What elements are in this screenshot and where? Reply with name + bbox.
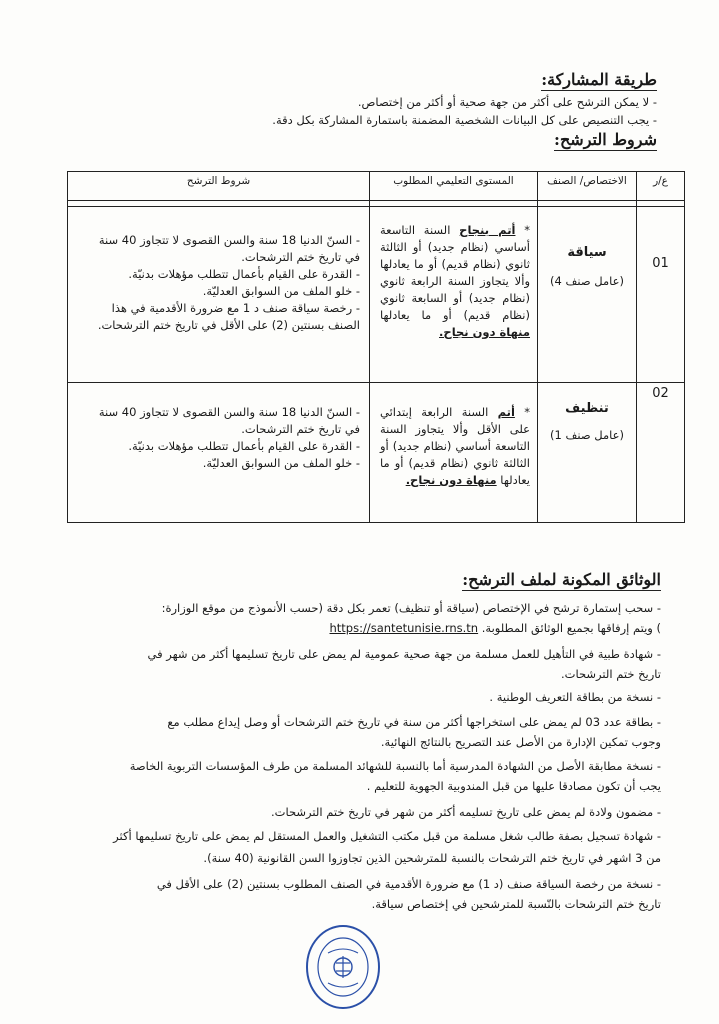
ministry-link[interactable]: https://santetunisie.rns.tn xyxy=(329,621,479,635)
row2-cond-2: في تاريخ ختم الترشحات. xyxy=(241,422,360,436)
row1-cond-1: - السنّ الدنيا 18 سنة والسن القصوى لا تتجاوز 40 سنة xyxy=(98,233,360,247)
documents-heading: الوثائق المكونة لملف الترشح: xyxy=(462,570,661,589)
row1-cond-3: - القدرة على القيام بأعمال تتطلب مؤهلات بدنيّة. xyxy=(128,267,360,281)
row1-cond-2: في تاريخ ختم الترشحات. xyxy=(241,250,360,264)
row2-level-end: منهاة دون نجاح. xyxy=(405,473,497,487)
header-conditions: شروط الترشح xyxy=(186,175,251,187)
row2-conditions xyxy=(72,404,366,472)
participation-item-2: - يجب التنصيص على كل البيانات الشخصية المضمنة باستمارة المشاركة بكل دقة. xyxy=(272,113,657,127)
conditions-table xyxy=(67,171,685,523)
row1-num: 01 xyxy=(652,256,669,271)
row1-level-end: منهاة دون نجاح. xyxy=(439,325,530,339)
participation-heading: طريقة المشاركة: xyxy=(541,70,657,89)
row2-specialty-name: تنظيف xyxy=(565,401,609,416)
row1-conditions xyxy=(72,232,366,334)
row1-level: * أتم بنجاح السنة التاسعة أساسي (نظام جديد) أو الثالثة ثانوي (نظام قديم) أو ما يعادلها وألا يتجاوز السنة الرابعة ثانوي (نظام جديد) أو السابعة ثانوي (نظام قديم) أو ما يعادلها منهاة دون نجاح. xyxy=(380,223,530,339)
row2-level-text: السنة الرابعة إبتدائي على الأقل وألا يتجاوز السنة التاسعة أساسي (نظام جديد) أو الثالثة ثانوي (نظام قديم) أو ما يعادلها xyxy=(380,405,530,487)
doc-line-3: - شهادة طبية في التأهيل للعمل مسلمة من جهة صحية عمومية لم يمض على تاريخ تسليمها أكثر من شهر في xyxy=(147,647,661,661)
doc-line-2 xyxy=(61,620,661,636)
row2-level: * أتم السنة الرابعة إبتدائي على الأقل وألا يتجاوز السنة التاسعة أساسي (نظام جديد) أو الثالثة ثانوي (نظام قديم) أو ما يعادلها منهاة دون نجاح. xyxy=(380,405,530,487)
doc-line-12: من 3 اشهر في تاريخ ختم الترشحات بالنسبة للمترشحين الذين تجاوزوا السن القانونية (40 سنة). xyxy=(203,851,661,865)
row2-cond-1: - السنّ الدنيا 18 سنة والسن القصوى لا تتجاوز 40 سنة xyxy=(98,405,360,419)
row2-num: 02 xyxy=(652,386,669,401)
header-specialty: الاختصاص/ الصنف xyxy=(547,175,627,187)
row1-level-strong: أتم بنجاح xyxy=(459,223,516,237)
doc-line-6: - بطاقة عدد 03 لم يمض على استخراجها أكثر من سنة في تاريخ ختم الترشحات أو وصل إيداع مطلب مع xyxy=(167,715,661,729)
ministry-stamp-icon xyxy=(304,923,382,1011)
doc-line-14: تاريخ ختم الترشحات بالنّسبة للمترشحين في إختصاص سياقة. xyxy=(371,897,661,911)
row1-specialty-name: سياقة xyxy=(567,245,607,260)
doc-line-8: - نسخة مطابقة الأصل من الشهادة المدرسية أما بالنسبة للشهائد المسلمة من طرف المؤسسات التربوية الخاصة xyxy=(129,759,661,773)
doc-line-10: - مضمون ولادة لم يمض على تاريخ تسليمه أكثر من شهر في تاريخ ختم الترشحات. xyxy=(271,805,661,819)
header-level: المستوى التعليمي المطلوب xyxy=(393,175,514,187)
doc-line-1: - سحب إستمارة ترشح في الإختصاص (سياقة أو تنظيف) تعمر بكل دقة (حسب الأنموذج من موقع الوزارة: xyxy=(161,601,661,615)
row2-cond-3: - القدرة على القيام بأعمال تتطلب مؤهلات بدنيّة. xyxy=(128,439,360,453)
doc-line-13: - نسخة من رخصة السياقة صنف (د 1) مع ضرورة الأقدمية في الصنف المطلوب بسنتين (2) على الأقل في xyxy=(156,877,661,891)
header-num: ع/ر xyxy=(653,175,668,187)
row1-cond-6: الصنف بسنتين (2) على الأقل في تاريخ ختم الترشحات. xyxy=(97,318,360,332)
row2-cond-4: - خلو الملف من السوابق العدليّة. xyxy=(202,456,360,470)
row1-specialty xyxy=(538,244,636,290)
doc-line-5: - نسخة من بطاقة التعريف الوطنية . xyxy=(489,690,661,704)
row2-specialty xyxy=(538,400,636,444)
doc-line-2-text: ) ويتم إرفاقها بجميع الوثائق المطلوبة. xyxy=(481,621,661,635)
doc-line-4: تاريخ ختم الترشحات. xyxy=(561,667,661,681)
participation-item-1: - لا يمكن الترشح على أكثر من جهة صحية أو أكثر من إختصاص. xyxy=(357,95,657,109)
row2-level-strong: أتم xyxy=(497,405,515,419)
row1-level-text: السنة التاسعة أساسي (نظام جديد) أو الثالثة ثانوي (نظام قديم) أو ما يعادلها وألا يتجاوز السنة الرابعة ثانوي (نظام جديد) أو السابعة ثانوي (نظام قديم) أو ما يعادلها xyxy=(380,223,530,322)
doc-line-7: وجوب تمكين الإدارة من الأصل عند التصريح بالنتائج النهائية. xyxy=(380,735,661,749)
row2-specialty-class: (عامل صنف 1) xyxy=(550,428,624,442)
doc-line-11: - شهادة تسجيل بصفة طالب شغل مسلمة من قبل مكتب التشغيل والعمل المستقل لم يمض على تاريخ تسليمها أكثر xyxy=(113,829,661,843)
row1-specialty-class: (عامل صنف 4) xyxy=(550,274,624,288)
row1-cond-5: - رخصة سياقة صنف د 1 مع ضرورة الأقدمية في هذا xyxy=(111,301,360,315)
doc-line-9: يجب أن تكون مصادقا عليها من قبل المندوبية الجهوية للتعليم . xyxy=(366,779,661,793)
row1-cond-4: - خلو الملف من السوابق العدليّة. xyxy=(202,284,360,298)
conditions-heading: شروط الترشح: xyxy=(554,130,657,149)
